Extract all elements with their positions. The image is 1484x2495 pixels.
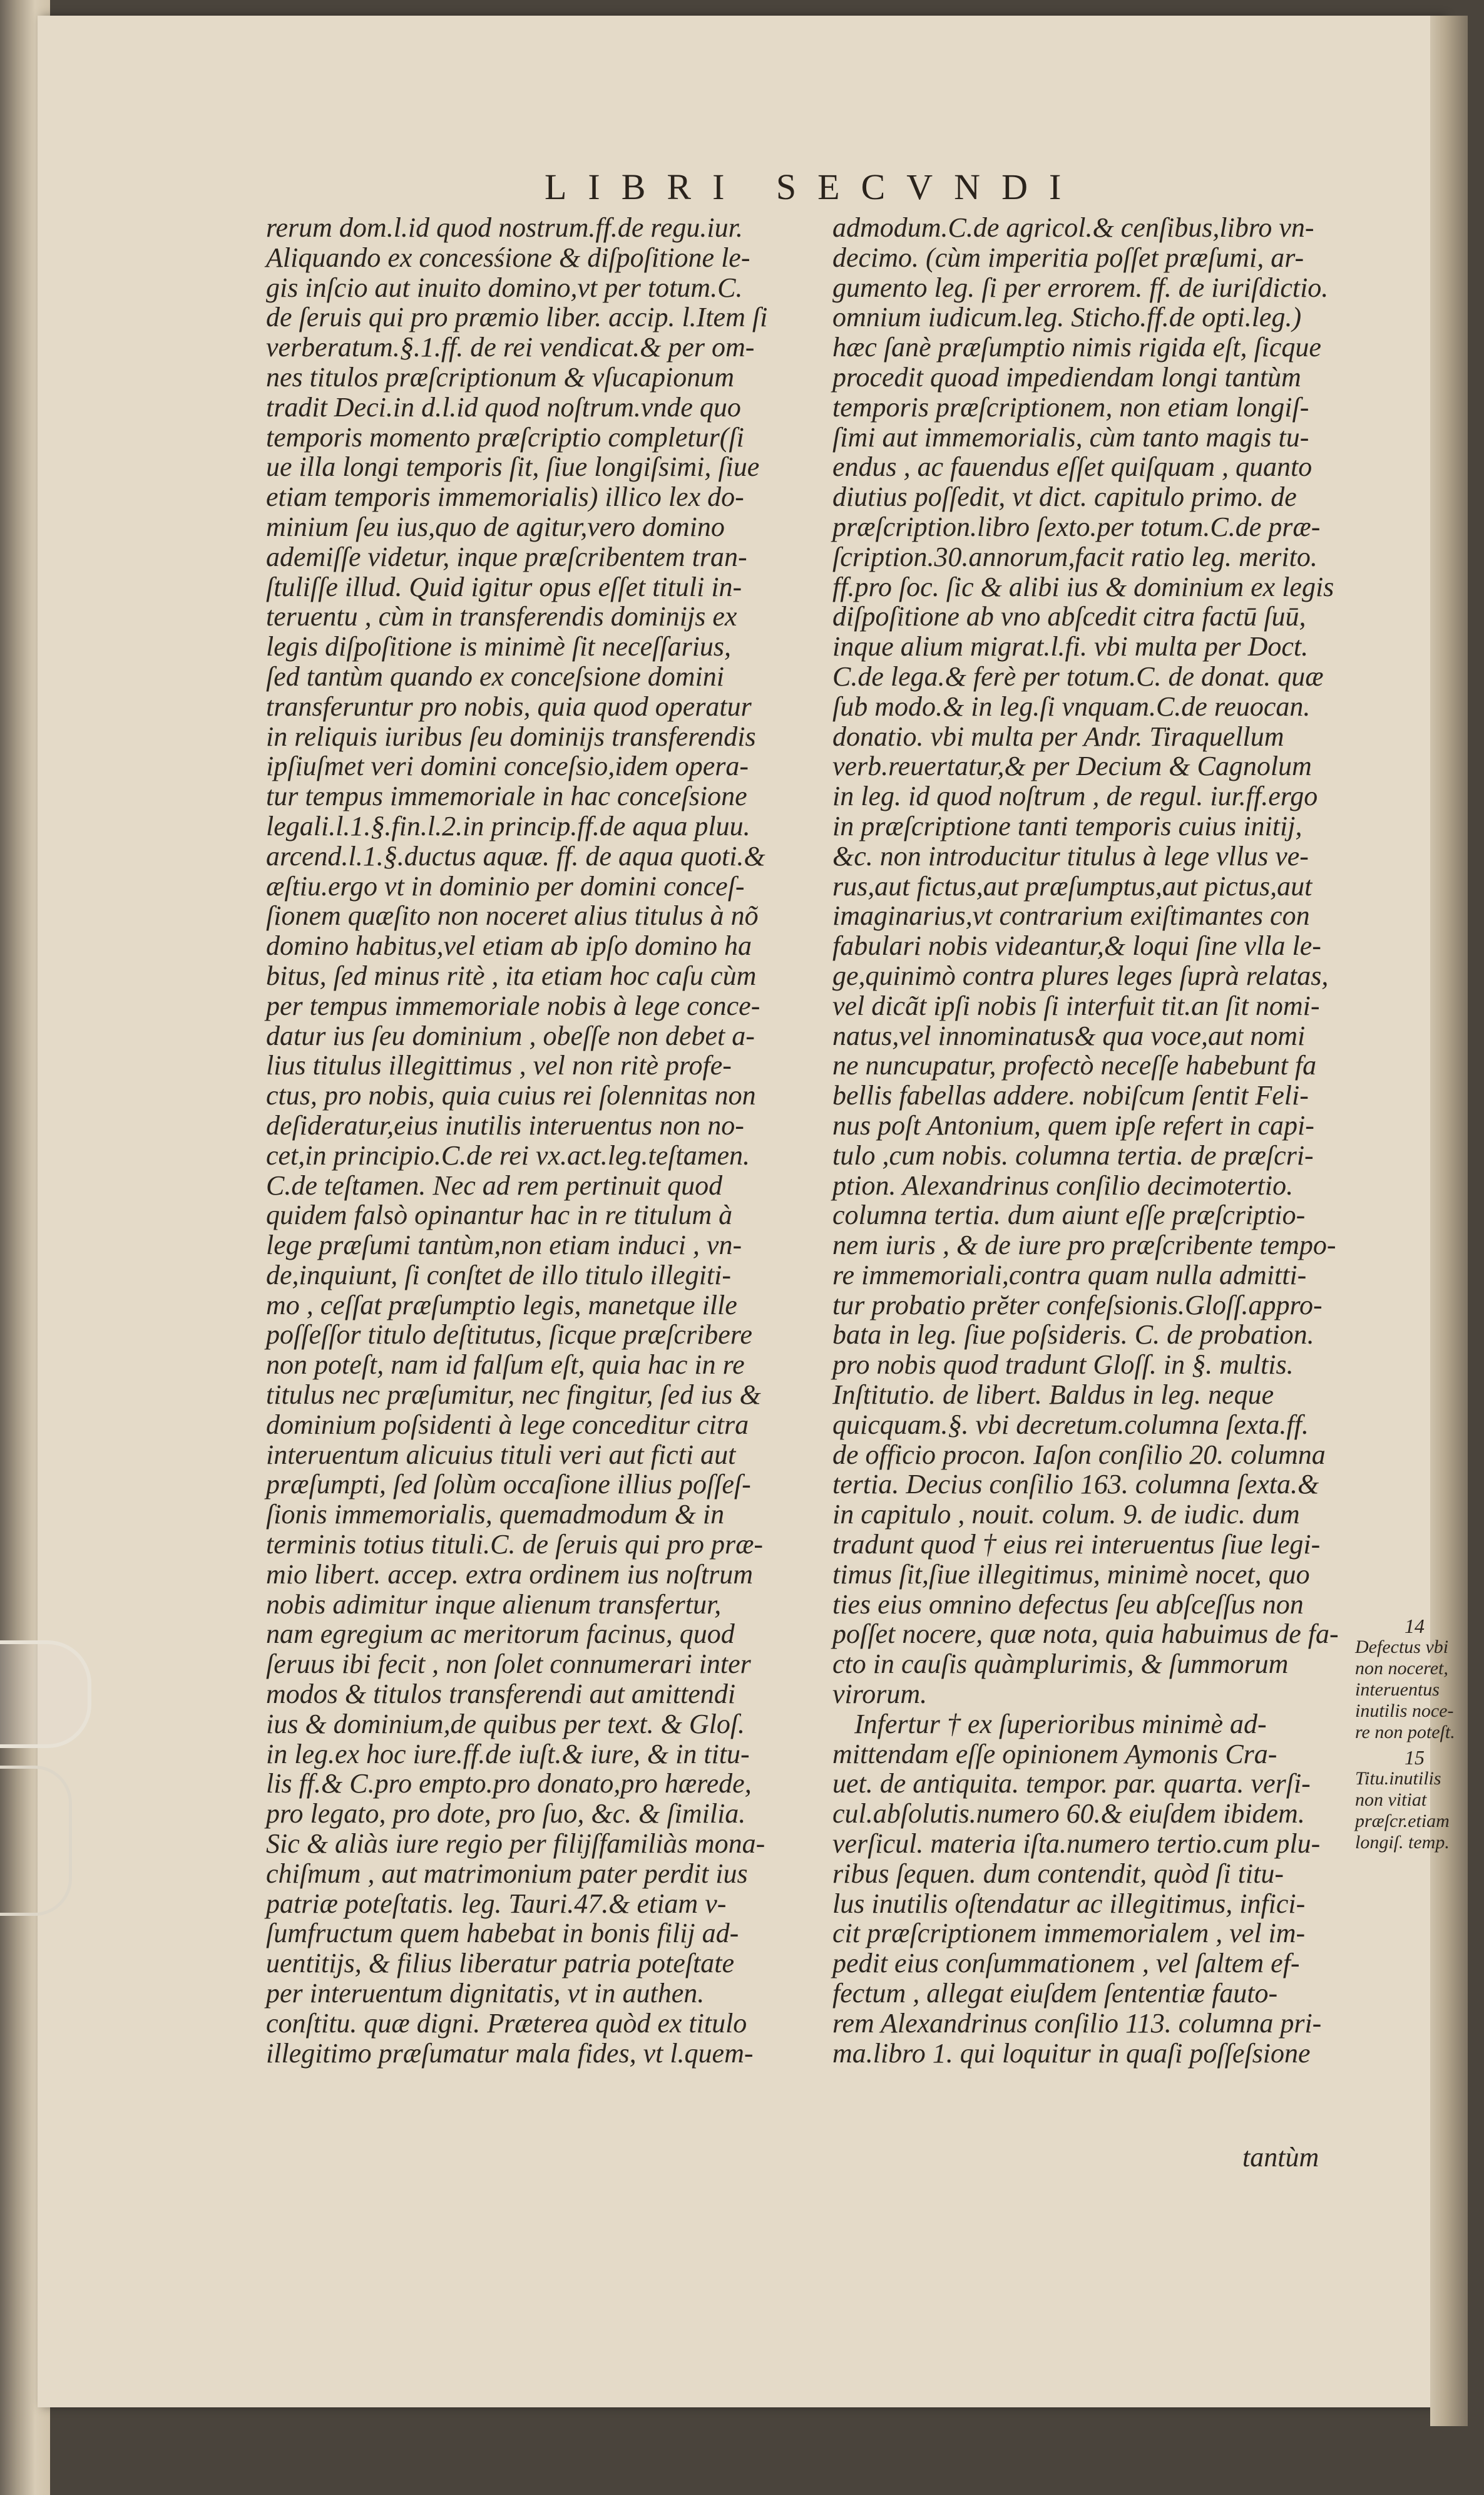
- text-line: endus , ac fauendus eſſet quiſquam , quanto: [832, 451, 1313, 483]
- text-line: lis ff.& C.pro empto.pro donato,pro hærede,: [266, 1768, 752, 1799]
- text-line: teruentu , cùm in transferendis dominijs ex: [266, 601, 737, 632]
- text-line: ſeruus ibi fecit , non ſolet connumerari inter: [266, 1649, 751, 1680]
- text-line: pro nobis quod tradunt Gloſſ. in §. multis.: [832, 1349, 1294, 1381]
- margin-note-number: 14: [1405, 1615, 1425, 1637]
- text-line: virorum.: [832, 1679, 928, 1710]
- text-line: cit præſcriptionem immemorialem , vel im-: [832, 1918, 1306, 1949]
- text-line: rus,aut fictus,aut præſumptus,aut pictus,aut: [832, 870, 1313, 902]
- text-line: inque alium migrat.l.fi. vbi multa per Doct.: [832, 631, 1309, 662]
- text-line: præſcription.libro ſexto.per totum.C.de præ-: [832, 511, 1321, 542]
- text-line: pedit eius conſummationem , vel ſaltem ef-: [832, 1948, 1300, 1979]
- text-line: ne nuncupatur, profectò neceſſe habebunt fa: [832, 1050, 1317, 1081]
- text-line: æſtiu.ergo vt in dominio per domini conceſ-: [266, 870, 745, 902]
- text-line: nes titulos præſcriptionum & vſucapionum: [266, 361, 734, 393]
- text-line: ties eius omnino defectus ſeu abſceſſus non: [832, 1588, 1304, 1620]
- text-line: poſſet nocere, quæ nota, quia habuimus de fa-: [832, 1618, 1339, 1650]
- text-line: terminis totius tituli.C. de ſeruis qui pro præ-: [266, 1529, 764, 1560]
- text-line: tradit Deci.in d.l.id quod noſtrum.vnde quo: [266, 391, 741, 423]
- text-line: interuentum alicuius tituli veri aut ficti aut: [266, 1439, 736, 1470]
- margin-note-line: interuentus: [1355, 1679, 1440, 1700]
- margin-note-line: Defectus vbi: [1355, 1637, 1449, 1657]
- text-line: etiam temporis immemorialis) illico lex do-: [266, 481, 744, 513]
- text-line: gumento leg. ſi per errorem. ff. de iuriſdictio.: [832, 272, 1329, 303]
- text-line: admodum.C.de agricol.& cenſibus,libro vn-: [832, 212, 1314, 243]
- text-line: ſed tantùm quando ex conceſsione domini: [266, 661, 724, 692]
- text-line: cet,in principio.C.de rei vx.act.leg.teſtamen.: [266, 1139, 750, 1171]
- text-line: &c. non introducitur titulus à lege vllus ve-: [832, 840, 1309, 872]
- text-line: ſionem quæſito non noceret alius titulus à nõ: [266, 900, 759, 932]
- page-tab-marker-lower: [0, 1766, 72, 1916]
- text-line: transferuntur pro nobis, quia quod operatur: [266, 691, 752, 722]
- text-line: legali.l.1.§.fin.l.2.in princip.ff.de aqua pluu.: [266, 810, 750, 841]
- text-line: chiſmum , aut matrimonium pater perdit ius: [266, 1858, 748, 1889]
- text-line: nem iuris , & de iure pro præſcribente tempo-: [832, 1230, 1336, 1261]
- text-line: temporis præſcriptionem, non etiam longiſ-: [832, 391, 1309, 423]
- text-line: imaginarius,vt contrarium exiſtimantes con: [832, 900, 1310, 932]
- text-line: de ſeruis qui pro præmio liber. accip. l.Item ſi: [266, 302, 768, 333]
- margin-note-line: non noceret,: [1355, 1658, 1448, 1679]
- text-line: tradunt quod † eius rei interuentus ſiue legi-: [832, 1529, 1321, 1560]
- text-line: de,inquiunt, ſi conſtet de illo titulo illegiti-: [266, 1259, 732, 1290]
- text-line: columna tertia. dum aiunt eſſe præſcriptio-: [832, 1200, 1306, 1231]
- text-line: in leg. id quod noſtrum , de regul. iur.ff.ergo: [832, 781, 1318, 812]
- right-text-column: [832, 213, 1364, 2068]
- text-line: domino habitus,vel etiam ab ipſo domino ha: [266, 930, 752, 962]
- page-tab-marker: [0, 1640, 91, 1748]
- margin-notes: [1355, 1615, 1474, 1857]
- text-line: de officio procon. Iaſon conſilio 20. columna: [832, 1439, 1326, 1470]
- text-line: nobis adimitur inque alienum transfertur,: [266, 1588, 722, 1620]
- text-line: cul.abſolutis.numero 60.& eiuſdem ibidem.: [832, 1798, 1305, 1829]
- text-line: ption. Alexandrinus conſilio decimotertio.: [832, 1170, 1294, 1201]
- text-line: lus inutilis oſtendatur ac illegitimus, infici-: [832, 1888, 1306, 1919]
- text-line: ſcription.30.annorum,facit ratio leg. merito.: [832, 541, 1318, 572]
- text-line: tur probatio prĕter confeſsionis.Gloſſ.appro-: [832, 1289, 1323, 1320]
- left-text-column: [266, 213, 792, 2068]
- text-line: legis diſpoſitione is minimè ſit neceſſarius,: [266, 631, 732, 662]
- text-line: ſumfructum quem habebat in bonis filij ad-: [266, 1918, 739, 1949]
- text-line: uentitijs, & filius liberatur patria poteſtate: [266, 1948, 734, 1979]
- text-line: re immemoriali,contra quam nulla admitti-: [832, 1259, 1307, 1290]
- text-line: rerum dom.l.id quod nostrum.ff.de regu.iur.: [266, 212, 743, 243]
- text-line: patriæ poteſtatis. leg. Tauri.47.& etiam v-: [266, 1888, 727, 1919]
- text-line: Infertur † ex ſuperioribus minimè ad-: [854, 1708, 1267, 1739]
- text-line: nus poſt Antonium, quem ipſe refert in capi-: [832, 1109, 1314, 1141]
- text-line: ademiſſe videtur, inque præſcribentem tran-: [266, 541, 747, 572]
- text-line: per tempus immemoriale nobis à lege conce-: [266, 990, 760, 1021]
- text-line: ribus ſequen. dum contendit, quòd ſi titu-: [832, 1858, 1284, 1889]
- text-line: timus ſit,ſiue illegitimus, minimè nocet, quo: [832, 1558, 1310, 1590]
- text-line: ma.libro 1. qui loquitur in quaſi poſſeſsione: [832, 2037, 1311, 2069]
- margin-note-number: 15: [1405, 1746, 1425, 1769]
- page-edge: [1430, 16, 1468, 2426]
- text-line: vel dicãt ipſi nobis ſi interfuit tit.an ſit nomi-: [832, 990, 1320, 1021]
- text-line: lius titulus illegittimus , vel non ritè profe-: [266, 1050, 732, 1081]
- text-line: arcend.l.1.§.ductus aquæ. ff. de aqua quoti.&: [266, 840, 765, 872]
- text-line: in præſcriptione tanti temporis cuius initij,: [832, 810, 1302, 841]
- text-line: lege præſumi tantùm,non etiam induci , vn-: [266, 1230, 742, 1261]
- margin-note-line: longiſ. temp.: [1355, 1832, 1450, 1853]
- text-line: omnium iudicum.leg. Sticho.ff.de opti.leg.): [832, 302, 1302, 333]
- text-line: hæc ſanè præſumptio nimis rigida eſt, ſicque: [832, 332, 1321, 363]
- text-line: mo , ceſſat præſumptio legis, manetque ille: [266, 1289, 737, 1320]
- text-line: datur ius ſeu dominium , obeſſe non debet a-: [266, 1020, 755, 1051]
- text-line: conſtitu. quæ digni. Præterea quòd ex titulo: [266, 2007, 747, 2039]
- text-line: ſimi aut immemorialis, cùm tanto magis tu-: [832, 421, 1309, 453]
- text-line: poſſeſſor titulo deſtitutus, ſicque præſcribere: [266, 1319, 752, 1350]
- text-line: ſub modo.& in leg.ſi vnquam.C.de reuocan.: [832, 691, 1311, 722]
- catchword: tantùm: [1242, 2142, 1319, 2173]
- text-line: ff.pro ſoc. ſic & alibi ius & dominium ex legis: [832, 571, 1334, 602]
- text-line: ſtuliſſe illud. Quid igitur opus eſſet tituli in-: [266, 571, 742, 602]
- text-line: verb.reuertatur,& per Decium & Cagnolum: [832, 751, 1312, 782]
- text-line: temporis momento præſcriptio completur(ſi: [266, 421, 744, 453]
- text-line: bata in leg. ſiue poſsideris. C. de probation.: [832, 1319, 1314, 1350]
- text-line: natus,vel innominatus& qua voce,aut nomi: [832, 1020, 1306, 1051]
- text-line: præſumpti, ſed ſolùm occaſione illius poſſeſ-: [266, 1469, 751, 1500]
- margin-note: [1355, 1747, 1474, 1853]
- text-line: C.de teſtamen. Nec ad rem pertinuit quod: [266, 1170, 723, 1201]
- text-line: fectum , allegat eiuſdem ſententiæ fauto-: [832, 1978, 1278, 2009]
- text-line: deſideratur,eius inutilis interuentus non no-: [266, 1109, 744, 1141]
- text-line: in reliquis iuribus ſeu dominijs transferendis: [266, 721, 756, 752]
- text-line: pro legato, pro dote, pro ſuo, &c. & ſimilia.: [266, 1798, 746, 1829]
- text-line: modos & titulos transferendi aut amittendi: [266, 1679, 736, 1710]
- text-line: Aliquando ex concesśione & diſpoſitione le-: [266, 242, 750, 273]
- text-line: decimo. (cùm imperitia poſſet præſumi, ar-: [832, 242, 1304, 273]
- margin-note-line: inutilis noce-: [1355, 1700, 1454, 1721]
- text-line: ge,quinimò contra plures leges ſuprà relatas,: [832, 960, 1329, 991]
- text-line: diutius poſſedit, vt dict. capitulo primo. de: [832, 481, 1297, 513]
- text-line: tertia. Decius conſilio 163. columna ſexta.&: [832, 1469, 1319, 1500]
- text-line: rem Alexandrinus conſilio 113. columna pri-: [832, 2007, 1322, 2039]
- text-line: per interuentum dignitatis, vt in authen.: [266, 1978, 705, 2009]
- text-line: Sic & aliàs iure regio per filijſfamiliàs mona-: [266, 1828, 765, 1860]
- margin-note: [1355, 1615, 1474, 1743]
- text-line: quicquam.§. vbi decretum.columna ſexta.ff.: [832, 1409, 1309, 1440]
- text-line: illegitimo præſumatur mala fides, vt l.quem-: [266, 2037, 754, 2069]
- text-line: procedit quoad impediendam longi tantùm: [832, 361, 1301, 393]
- text-line: mittendam eſſe opinionem Aymonis Cra-: [832, 1738, 1277, 1769]
- text-line: titulus nec præſumitur, nec fingitur, ſed ius &: [266, 1379, 761, 1411]
- text-line: in leg.ex hoc iure.ff.de iuſt.& iure, & in titu-: [266, 1738, 750, 1769]
- text-line: C.de lega.& ferè per totum.C. de donat. quæ: [832, 661, 1324, 692]
- text-line: in capitulo , nouit. colum. 9. de iudic. dum: [832, 1499, 1300, 1530]
- text-line: donatio. vbi multa per Andr. Tiraquellum: [832, 721, 1284, 752]
- text-line: cto in cauſis quàmplurimis, & ſummorum: [832, 1649, 1289, 1680]
- text-line: tur tempus immemoriale in hac conceſsione: [266, 781, 747, 812]
- text-line: verberatum.§.1.ff. de rei vendicat.& per om-: [266, 332, 755, 363]
- margin-note-line: non vitiat: [1355, 1789, 1427, 1810]
- text-line: ctus, pro nobis, quia cuius rei ſolennitas non: [266, 1080, 756, 1111]
- text-line: Inſtitutio. de libert. Baldus in leg. neque: [832, 1379, 1274, 1411]
- text-line: ipſiuſmet veri domini conceſsio,idem opera-: [266, 751, 749, 782]
- text-line: ius & dominium,de quibus per text. & Gloſ.: [266, 1708, 745, 1739]
- text-line: uet. de antiquita. tempor. par. quarta. verſi-: [832, 1768, 1311, 1799]
- margin-note-line: præſcr.etiam: [1355, 1811, 1450, 1831]
- text-line: bitus, ſed minus ritè , ita etiam hoc caſu cùm: [266, 960, 757, 991]
- text-line: non poteſt, nam id falſum eſt, quia hac in re: [266, 1349, 745, 1381]
- text-line: mio libert. accep. extra ordinem ius noſtrum: [266, 1558, 754, 1590]
- margin-note-line: re non poteſt.: [1355, 1722, 1455, 1742]
- text-line: fabulari nobis videantur,& loqui ſine vlla le-: [832, 930, 1321, 962]
- running-head: LIBRI SECVNDI: [545, 167, 1083, 207]
- text-line: dominium poſsidenti à lege conceditur citra: [266, 1409, 749, 1440]
- text-line: diſpoſitione ab vno abſcedit citra factū ſuū,: [832, 601, 1306, 632]
- text-line: nam egregium ac meritorum facinus, quod: [266, 1618, 735, 1650]
- text-line: gis inſcio aut inuito domino,vt per totum.C.: [266, 272, 743, 303]
- text-line: bellis fabellas addere. nobiſcum ſentit Feli-: [832, 1080, 1309, 1111]
- text-line: tulo ,cum nobis. columna tertia. de præſcri-: [832, 1139, 1314, 1171]
- text-line: ue illa longi temporis ſit, ſiue longiſsimi, ſiue: [266, 451, 760, 483]
- text-line: minium ſeu ius,quo de agitur,vero domino: [266, 511, 725, 542]
- text-line: quidem falsò opinantur hac in re titulum à: [266, 1200, 733, 1231]
- margin-note-line: Titu.inutilis: [1355, 1768, 1441, 1789]
- text-line: ſionis immemorialis, quemadmodum & in: [266, 1499, 725, 1530]
- text-line: verſicul. materia iſta.numero tertio.cum plu-: [832, 1828, 1321, 1860]
